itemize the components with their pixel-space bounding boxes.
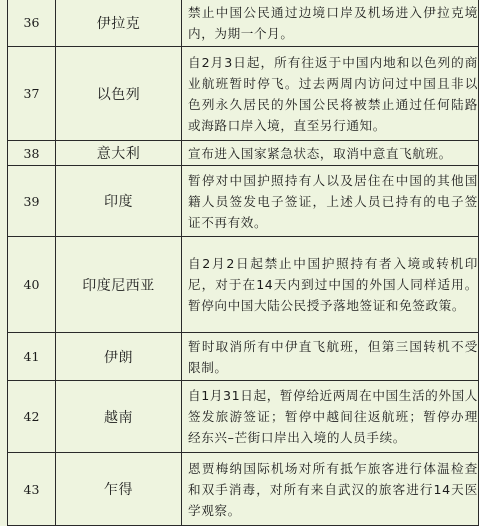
measure-text-content: 自2月3日起，所有往返于中国内地和以色列的商业航班暂时停飞。过去两周内访问过中国且非以色列永久居民的外国公民将被禁止通过任何陆路或海路口岸入境，直至另行通知。 (188, 54, 478, 133)
measure-text (182, 0, 479, 47)
row-number: 39 (8, 166, 56, 237)
country-name: 伊朗 (56, 333, 182, 381)
measure-text (182, 141, 479, 166)
country-name: 越南 (56, 381, 182, 453)
table-row (8, 47, 479, 141)
table-row (8, 141, 479, 166)
measure-text-content: 自2月2日起禁止中国护照持有者入境或转机印尼，对于在14天内到过中国的外国人同样适用。暂停向中国大陆公民授予落地签证和免签政策。 (188, 256, 478, 313)
row-number: 36 (8, 0, 56, 47)
country-name: 印度尼西亚 (56, 237, 182, 333)
row-number: 42 (8, 381, 56, 453)
measure-text (182, 333, 479, 381)
measure-text-content: 暂停对中国护照持有人以及居住在中国的其他国籍人员签发电子签证，上述人员已持有的电子签证不再有效。 (188, 172, 478, 230)
travel-restrictions-table (7, 0, 479, 526)
table-row (8, 0, 479, 47)
measure-text (182, 47, 479, 141)
measure-text-content: 自1月31日起，暂停给近两周在中国生活的外国人签发旅游签证；暂停中越间往返航班；暂停办理经东兴–芒街口岸出入境的人员手续。 (188, 388, 478, 445)
measure-text (182, 237, 479, 333)
table-row (8, 333, 479, 381)
measure-text-content: 暂时取消所有中伊直飞航班，但第三国转机不受限制。 (188, 338, 478, 375)
country-name: 意大利 (56, 141, 182, 166)
country-name: 伊拉克 (56, 0, 182, 47)
measure-text-content: 宣布进入国家紧急状态，取消中意直飞航班。 (188, 145, 452, 161)
row-number: 38 (8, 141, 56, 166)
country-name: 印度 (56, 166, 182, 237)
table-row (8, 237, 479, 333)
row-number: 41 (8, 333, 56, 381)
country-name: 乍得 (56, 453, 182, 526)
table-row (8, 166, 479, 237)
table-row (8, 453, 479, 526)
measure-text-content: 禁止中国公民通过边境口岸及机场进入伊拉克境内，为期一个月。 (188, 4, 478, 41)
row-number: 43 (8, 453, 56, 526)
table-row (8, 381, 479, 453)
measure-text (182, 453, 479, 526)
measure-text (182, 381, 479, 453)
row-number: 37 (8, 47, 56, 141)
measure-text (182, 166, 479, 237)
row-number: 40 (8, 237, 56, 333)
measure-text-content: 恩贾梅纳国际机场对所有抵乍旅客进行体温检查和双手消毒，对所有来自武汉的旅客进行14天医学观察。 (188, 460, 478, 518)
country-name: 以色列 (56, 47, 182, 141)
